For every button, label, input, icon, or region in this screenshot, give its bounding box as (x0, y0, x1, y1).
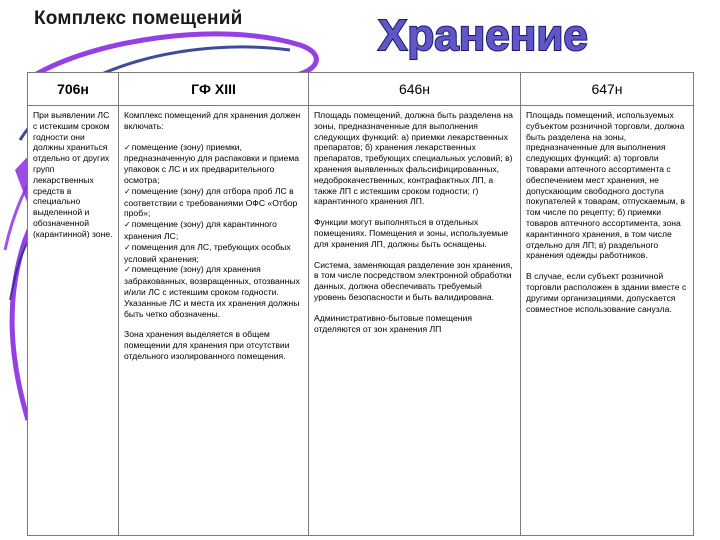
section-heading-text: Хранение (378, 11, 588, 60)
cell-646n-text: Функции могут выполняться в отдельных помещениях. Помещения и зоны, используемые для хранения ЛП, должны быть оснащены. (314, 217, 509, 249)
page-title: Комплекс помещений (34, 8, 243, 29)
cell-gf13-item: ✓ помещения для ЛС, требующих особых условий хранения; (124, 242, 303, 265)
cell-gf13 (119, 106, 309, 536)
cell-706n (28, 106, 119, 536)
cell-647n-text: В случае, если субъект розничной торговли расположен в здании вместе с другими организациями, допускается совместное использование санузла. (526, 271, 687, 314)
column-header-706n: 706н (28, 73, 119, 106)
section-heading (372, 6, 588, 62)
cell-646n-text: Административно-бытовые помещения отделяются от зон хранения ЛП (314, 312, 472, 334)
cell-gf13-intro: Комплекс помещений для хранения должен включать: (124, 110, 301, 131)
cell-646n-text: Система, заменяющая разделение зон хранения, в том числе посредством электронной обработки данных, должна обеспечивать требуемый уровень безопасности и быть валидирована. (314, 259, 513, 302)
cell-gf13-item: ✓ помещение (зону) приемки, предназначенную для распаковки и приема упаковок с ЛС и их предварительного осмотра; (124, 142, 303, 186)
table-header-row (28, 73, 694, 106)
cell-gf13-note: Зона хранения выделяется в общем помещении для хранения при отсутствии отдельного изолированного помещения. (124, 329, 290, 361)
cell-gf13-item: ✓ помещение (зону) для отбора проб ЛС в соответствии с требованиями ОФС «Отбор проб»; (124, 186, 303, 219)
column-header-gf13: ГФ XIII (119, 73, 309, 106)
table-row (28, 106, 694, 536)
cell-647n (521, 106, 694, 536)
cell-gf13-item: ✓ помещение (зону) для карантинного хранения ЛС; (124, 219, 303, 242)
column-header-647n: 647н (521, 73, 694, 106)
cell-706n-text: При выявлении ЛС с истекшим сроком годности они должны храниться отдельно от других групп лекарственных средств в специально выделенной и обозначенной (карантинной) зоне. (33, 110, 113, 239)
column-header-646n: 646н (309, 73, 521, 106)
cell-646n (309, 106, 521, 536)
cell-gf13-item: ✓ помещение (зону) для хранения забракованных, возвращенных, отозванных и/или ЛС с истекшим сроком годности. Указанные ЛС и места их хранения должны быть четко обозначены. (124, 264, 303, 319)
cell-647n-text: Площадь помещений, используемых субъектом розничной торговли, должна быть разделена на зоны, предназначенные для выполнения следующих функций: а) торговли товарами аптечного ассортимента с обеспечением мест хранения, не допускающим свободного доступа покупателей к товарам, отпускаемым, в том числе по рецепту; б) приемки товаров аптечного ассортимента, зона карантинного хранения, в том числе отдельно для ЛП; в) раздельного хранения одежды работников. (526, 110, 685, 261)
cell-646n-text: Площадь помещений, должна быть разделена на зоны, предназначенные для выполнения следующих функций: а) приемки лекарственных препаратов; б) хранения лекарственных препаратов, требующих специальных условий; в) хранения выявленных фальсифицированных, недоброкачественных, контрафактных ЛП, а также ЛП с истекшим сроком годности; г) карантинного хранения ЛП. (314, 110, 513, 207)
comparison-table (27, 72, 694, 536)
